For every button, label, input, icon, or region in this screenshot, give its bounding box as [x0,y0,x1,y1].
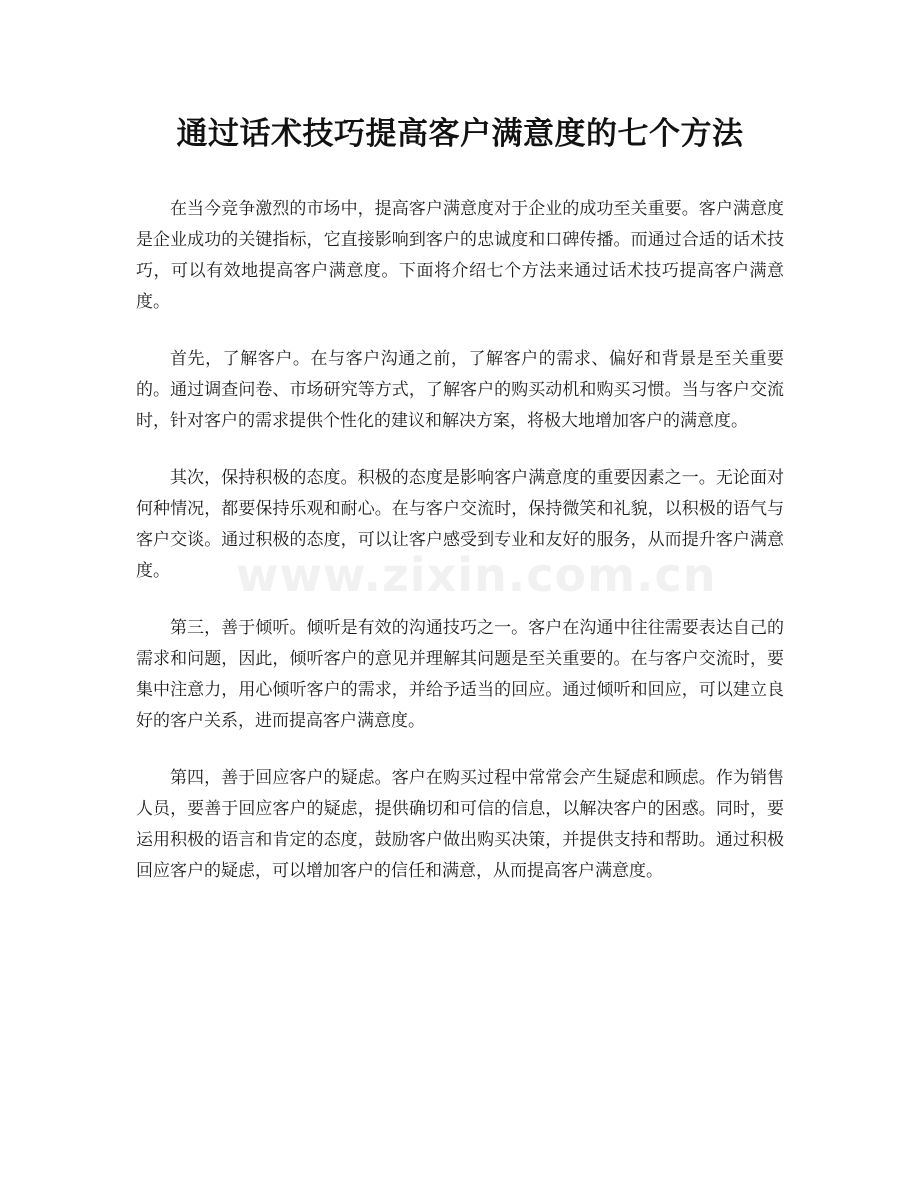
paragraph-intro: 在当今竞争激烈的市场中，提高客户满意度对于企业的成功至关重要。客户满意度是企业成功的关键指标，它直接影响到客户的忠诚度和口碑传播。而通过合适的话术技巧，可以有效地提高客户满意度。下面将介绍七个方法来通过话术技巧提高客户满意度。 [136,199,784,312]
paragraph-method-4: 第四，善于回应客户的疑虑。客户在购买过程中常常会产生疑虑和顾虑。作为销售人员，要善于回应客户的疑虑，提供确切和可信的信息，以解决客户的困惑。同时，要运用积极的语言和肯定的态度，鼓励客户做出购买决策，并提供支持和帮助。通过积极回应客户的疑虑，可以增加客户的信任和满意，从而提高客户满意度。 [136,768,784,881]
paragraph-method-3: 第三，善于倾听。倾听是有效的沟通技巧之一。客户在沟通中往往需要表达自己的需求和问题，因此，倾听客户的意见并理解其问题是至关重要的。在与客户交流时，要集中注意力，用心倾听客户的需求，并给予适当的回应。通过倾听和回应，可以建立良好的客户关系，进而提高客户满意度。 [136,618,784,731]
paragraph-method-2: 其次，保持积极的态度。积极的态度是影响客户满意度的重要因素之一。无论面对何种情况，都要保持乐观和耐心。在与客户交流时，保持微笑和礼貌，以积极的语气与客户交谈。通过积极的态度，可以让客户感受到专业和友好的服务，从而提升客户满意度。 [136,468,784,581]
watermark-text: www.zixin.com.cn [236,548,717,602]
paragraph-method-1: 首先，了解客户。在与客户沟通之前，了解客户的需求、偏好和背景是至关重要的。通过调查问卷、市场研究等方式，了解客户的购买动机和购买习惯。当与客户交流时，针对客户的需求提供个性化的建议和解决方案，将极大地增加客户的满意度。 [136,349,784,431]
document-title: 通过话术技巧提高客户满意度的七个方法 [176,116,744,152]
